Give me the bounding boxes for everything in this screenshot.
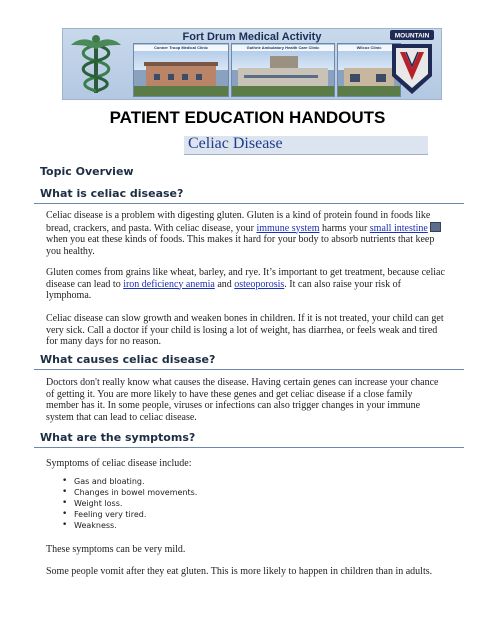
section-heading-what: What is celiac disease? <box>40 187 184 200</box>
page-title: PATIENT EDUCATION HANDOUTS <box>109 108 386 127</box>
division-patch-icon <box>388 30 436 96</box>
subtitle: Celiac Disease <box>188 135 283 152</box>
photo-caption: Wilcox Clinic <box>338 45 400 51</box>
what-paragraph-2: Gluten comes from grains like wheat, barley, and rye. It’s important to get treatment, because celiac disease can lead to iron deficiency anemia and osteoporosis. It can also raise your risk of lymphoma. <box>46 267 445 301</box>
iron-deficiency-anemia-link[interactable]: iron deficiency anemia <box>123 278 215 290</box>
header-banner <box>62 28 442 100</box>
osteoporosis-link[interactable]: osteoporosis <box>234 278 285 290</box>
list-item: • Feeling very tired. <box>46 509 197 520</box>
list-item: • Weakness. <box>46 520 197 531</box>
symptoms-vomit: Some people vomit after they eat gluten. This is more likely to happen in children than in adults. <box>46 566 433 577</box>
symptoms-list <box>46 476 197 531</box>
image-placeholder-icon[interactable] <box>430 222 441 232</box>
section-heading-causes: What causes celiac disease? <box>40 353 216 366</box>
causes-paragraph: Doctors don't really know what causes the disease. Having certain genes can increase your chance of getting it. You are more likely to have these genes and get celiac disease if a close family member has it. In some people, viruses or infections can also trigger changes in your immune system that can lead to celiac disease. <box>46 377 439 423</box>
section-heading-symptoms: What are the symptoms? <box>40 431 196 444</box>
clinic-photo-conner <box>133 43 229 97</box>
banner-title: Fort Drum Medical Activity <box>182 31 322 43</box>
clinic-photo-guthrie <box>231 43 335 97</box>
topic-overview-heading: Topic Overview <box>40 165 134 178</box>
symptoms-intro: Symptoms of celiac disease include: <box>46 458 192 469</box>
photo-caption: Guthrie Ambulatory Health Care Clinic <box>232 45 334 51</box>
section-divider <box>34 447 464 448</box>
subtitle-bar <box>184 136 428 155</box>
what-paragraph-3: Celiac disease can slow growth and weaken bones in children. If it is not treated, your child can get very sick. Call a doctor if your child is losing a lot of weight, has diarrhea, or feels weak and tired for many days for no reason. <box>46 313 444 347</box>
list-item: • Weight loss. <box>46 498 197 509</box>
immune-system-link[interactable]: immune system <box>256 222 320 234</box>
badge-text: MOUNTAIN <box>394 32 430 40</box>
what-paragraph-1: Celiac disease is a problem with digesting gluten. Gluten is a kind of protein found in foods like bread, crackers, and pasta. With celiac disease, your immune system harms your small intestinewhen you eat these kinds of foods. This makes it hard for your body to absorb nutrients that keep you healthy. <box>46 210 446 257</box>
list-item: • Gas and bloating. <box>46 476 197 487</box>
list-item: • Changes in bowel movements. <box>46 487 197 498</box>
section-divider <box>34 203 464 204</box>
small-intestine-link[interactable]: small intestine <box>369 222 428 234</box>
section-divider <box>34 369 464 370</box>
photo-caption: Conner Troop Medical Clinic <box>134 45 228 51</box>
symptoms-mild: These symptoms can be very mild. <box>46 544 186 555</box>
